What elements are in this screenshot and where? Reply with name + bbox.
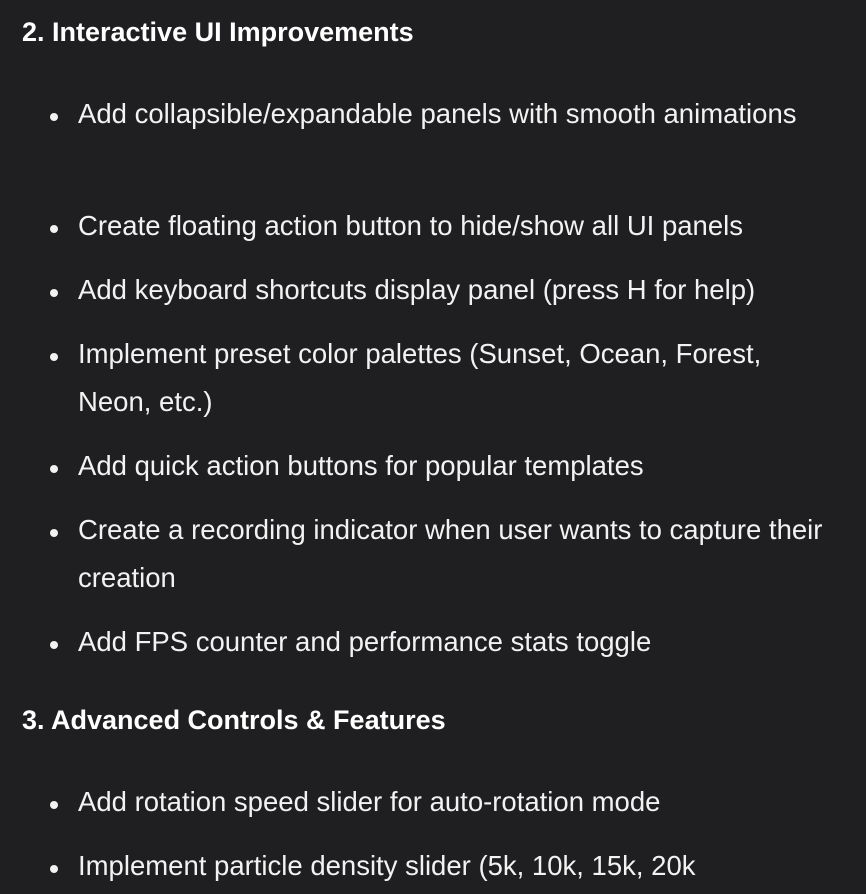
- bullet-icon: [50, 353, 58, 361]
- list-item-text: Add keyboard shortcuts display panel (press H for help): [78, 274, 756, 305]
- list-item-text: Add rotation speed slider for auto-rotation mode: [78, 786, 661, 817]
- list-item-text: Implement particle density slider (5k, 10k, 15k, 20k: [78, 850, 696, 881]
- section-heading-advanced-controls: 3. Advanced Controls & Features: [22, 705, 446, 735]
- bullet-icon: [50, 225, 58, 233]
- section-heading-interactive-ui: 2. Interactive UI Improvements: [22, 17, 414, 47]
- list-item-text: Implement preset color palettes (Sunset, Ocean, Forest, Neon, etc.): [78, 338, 762, 417]
- bullet-icon: [50, 529, 58, 537]
- bullet-icon: [50, 465, 58, 473]
- bullet-icon: [50, 113, 58, 121]
- list-item-text: Add collapsible/expandable panels with smooth animations: [78, 98, 797, 129]
- bullet-icon: [50, 865, 58, 873]
- bullet-icon: [50, 289, 58, 297]
- bullet-icon: [50, 641, 58, 649]
- list-item-text: Add quick action buttons for popular templates: [78, 450, 644, 481]
- bullet-icon: [50, 801, 58, 809]
- list-item-text: Add FPS counter and performance stats toggle: [78, 626, 652, 657]
- list-item-text: Create floating action button to hide/show all UI panels: [78, 210, 743, 241]
- list-item-text: Create a recording indicator when user wants to capture their creation: [78, 514, 823, 593]
